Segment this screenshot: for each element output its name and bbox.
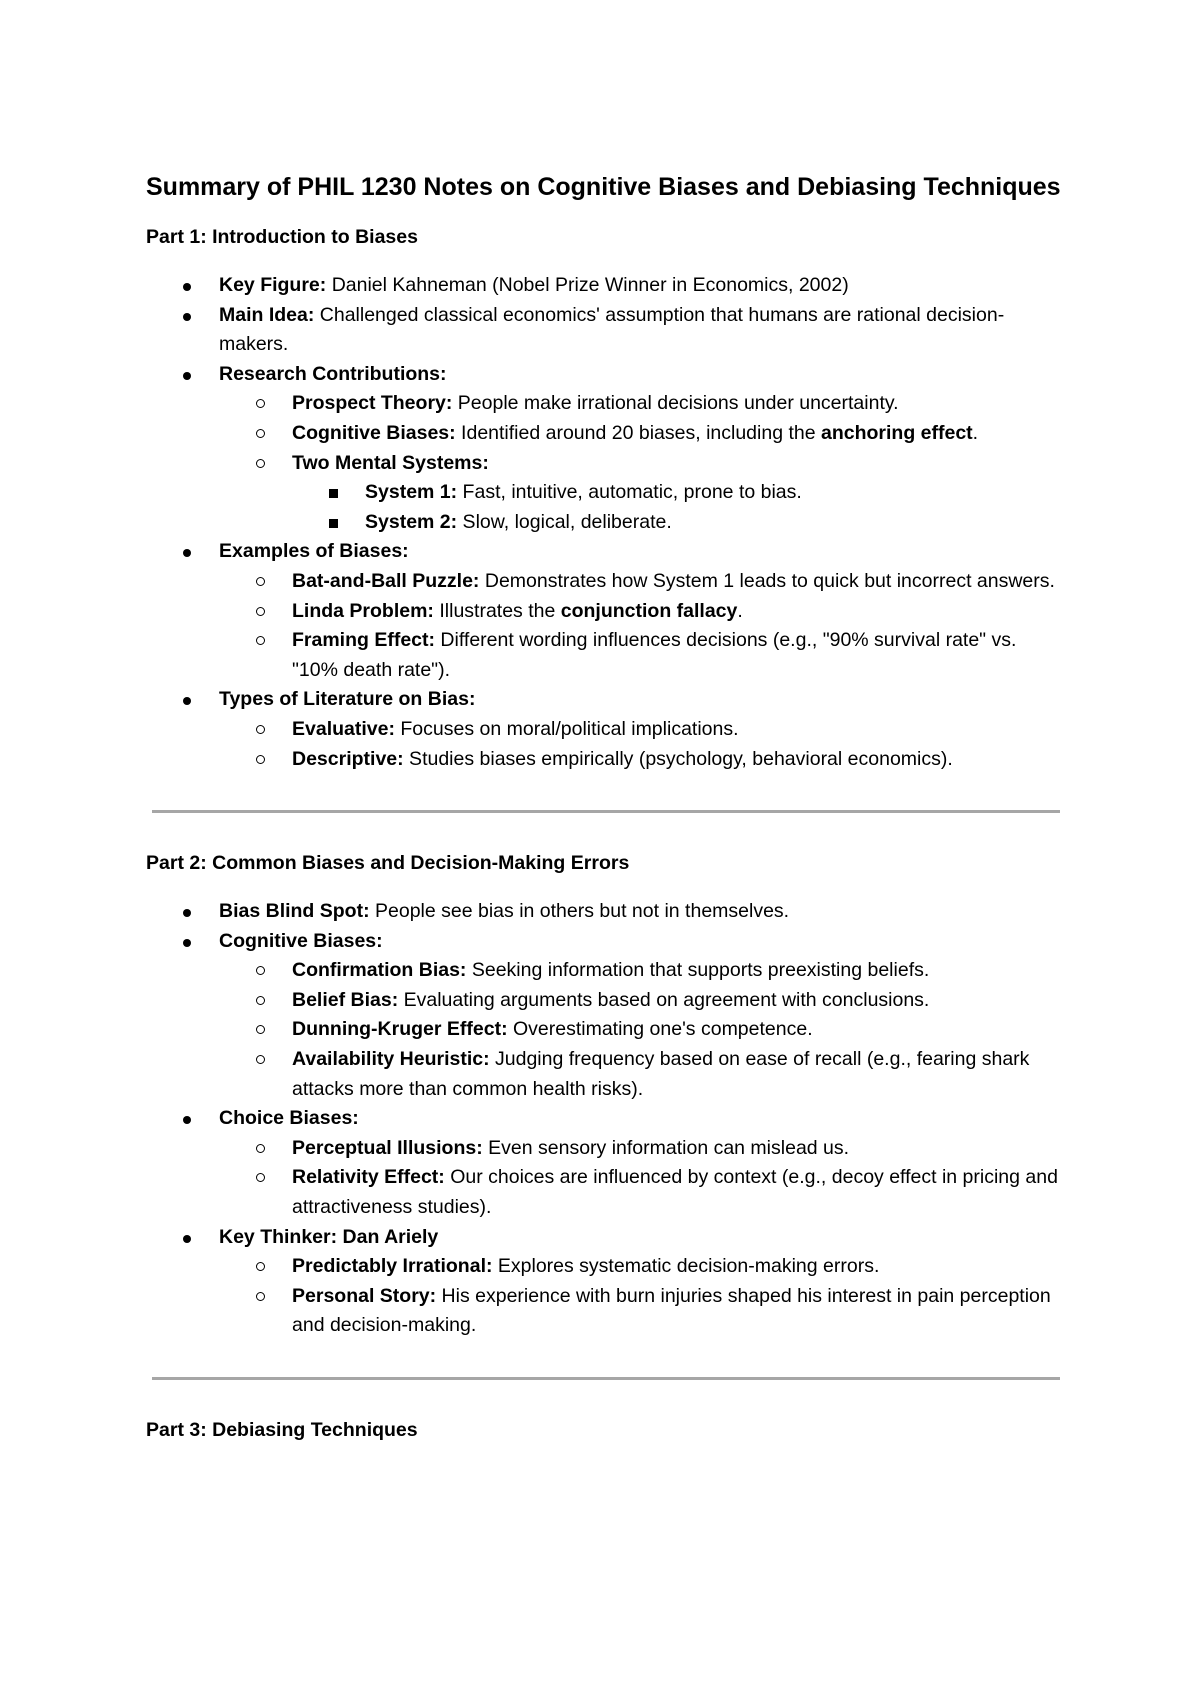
list-item — [219, 956, 1066, 986]
bullet-square-icon — [329, 489, 338, 498]
list-item — [219, 597, 1066, 627]
item-label: Personal Story: — [292, 1284, 437, 1307]
item-label: Prospect Theory: — [292, 392, 453, 415]
item-label: System 2: — [365, 510, 458, 533]
bullet-circle-icon — [256, 1055, 265, 1064]
bullet-disc-icon — [183, 313, 191, 321]
list-item — [219, 449, 1066, 538]
part2-heading: Part 2: Common Biases and Decision-Making Errors — [146, 852, 630, 875]
item-label: Dunning-Kruger Effect: — [292, 1018, 508, 1041]
item-tail: . — [737, 599, 743, 622]
sublist — [219, 956, 1066, 1104]
list-item — [219, 626, 1066, 685]
bullet-circle-icon — [256, 1173, 265, 1182]
item-text: Overestimating one's competence. — [507, 1018, 813, 1041]
list-item — [219, 1252, 1066, 1282]
item-label: Descriptive: — [292, 747, 404, 770]
item-label: Key Figure: — [219, 274, 327, 296]
list-item — [219, 1163, 1066, 1222]
bullet-circle-icon — [256, 607, 265, 616]
item-text: Judging frequency based on ease of recall (e.g., fearing shark attacks more than common health risks). — [292, 1048, 1030, 1100]
item-text: Even sensory information can mislead us. — [482, 1136, 850, 1159]
part2-list — [146, 897, 1066, 1341]
list-item — [146, 1104, 1066, 1222]
item-emphasis: anchoring effect — [820, 421, 973, 444]
list-item — [219, 1045, 1066, 1104]
item-label: Bat-and-Ball Puzzle: — [292, 569, 480, 592]
bullet-circle-icon — [256, 1292, 265, 1301]
item-text: Studies biases empirically (psychology, behavioral economics). — [403, 747, 953, 770]
list-item — [292, 508, 1066, 538]
sublist — [219, 389, 1066, 537]
sublist — [219, 1134, 1066, 1223]
item-label: Bias Blind Spot: — [219, 900, 370, 923]
bullet-circle-icon — [256, 1025, 265, 1034]
bullet-circle-icon — [256, 429, 265, 438]
bullet-circle-icon — [256, 459, 265, 468]
bullet-circle-icon — [256, 577, 265, 586]
bullet-disc-icon — [183, 549, 191, 557]
item-text: Demonstrates how System 1 leads to quick but incorrect answers. — [479, 569, 1055, 592]
item-text: Focuses on moral/political implications. — [394, 717, 739, 740]
item-label: Framing Effect: — [292, 629, 436, 652]
document-title: Summary of PHIL 1230 Notes on Cognitive Biases and Debiasing Techniques — [146, 173, 1061, 201]
item-label: Choice Biases: — [219, 1107, 359, 1130]
document-page — [146, 170, 1066, 1464]
bullet-circle-icon — [256, 636, 265, 645]
list-item — [219, 986, 1066, 1016]
item-label: Relativity Effect: — [292, 1166, 445, 1189]
bullet-circle-icon — [256, 755, 265, 764]
item-text: Explores systematic decision-making errors. — [492, 1255, 880, 1278]
item-text: Identified around 20 biases, including the — [455, 421, 821, 444]
bullet-disc-icon — [183, 372, 191, 380]
list-item — [219, 567, 1066, 597]
bullet-disc-icon — [183, 283, 191, 291]
item-text: Daniel Kahneman (Nobel Prize Winner in Economics, 2002) — [326, 274, 849, 296]
list-item — [146, 1223, 1066, 1341]
item-label: Availability Heuristic: — [292, 1048, 490, 1071]
bullet-disc-icon — [183, 909, 191, 917]
item-label: Cognitive Biases: — [292, 421, 456, 444]
item-text: Our choices are influenced by context (e.g., decoy effect in pricing and attractiveness studies). — [292, 1166, 1058, 1219]
list-item — [146, 271, 1066, 301]
bullet-circle-icon — [256, 399, 265, 408]
bullet-disc-icon — [183, 697, 191, 705]
bullet-circle-icon — [256, 725, 265, 734]
item-label: Cognitive Biases: — [219, 929, 383, 952]
item-text: Slow, logical, deliberate. — [457, 510, 672, 533]
list-item — [146, 301, 1066, 360]
sublist — [219, 1252, 1066, 1341]
part3-heading: Part 3: Debiasing Techniques — [146, 1419, 418, 1441]
item-text: Evaluating arguments based on agreement with conclusions. — [398, 988, 930, 1011]
bullet-circle-icon — [256, 996, 265, 1005]
bullet-disc-icon — [183, 939, 191, 947]
item-text: People make irrational decisions under uncertainty. — [452, 392, 899, 415]
item-text: People see bias in others but not in themselves. — [369, 900, 790, 923]
item-label: Belief Bias: — [292, 988, 399, 1011]
item-text: Challenged classical economics' assumption that humans are rational decision-makers. — [219, 303, 1005, 356]
bullet-circle-icon — [256, 1262, 265, 1271]
sublist — [292, 478, 1066, 537]
list-item — [146, 360, 1066, 538]
item-text: His experience with burn injuries shaped his interest in pain perception and decision-making. — [292, 1284, 1051, 1337]
item-text: Fast, intuitive, automatic, prone to bias. — [457, 481, 802, 504]
part1-heading: Part 1: Introduction to Biases — [146, 226, 418, 248]
list-item — [146, 537, 1066, 685]
item-label: System 1: — [365, 481, 458, 504]
bullet-disc-icon — [183, 1235, 191, 1243]
item-label: Perceptual Illusions: — [292, 1136, 483, 1159]
item-label: Types of Literature on Bias: — [219, 688, 476, 711]
horizontal-divider — [152, 1377, 1060, 1380]
list-item — [219, 1282, 1066, 1341]
list-item — [219, 1134, 1066, 1164]
item-text: Different wording influences decisions (e.g., "90% survival rate" vs. "10% death rate"). — [292, 629, 1017, 681]
item-tail: . — [972, 421, 979, 444]
sublist — [219, 715, 1066, 774]
item-text: Seeking information that supports preexisting beliefs. — [466, 959, 930, 982]
bullet-disc-icon — [183, 1116, 191, 1124]
item-label: Research Contributions: — [219, 362, 447, 385]
item-label: Confirmation Bias: — [292, 959, 467, 982]
list-item — [146, 927, 1066, 1105]
list-item — [219, 419, 1066, 449]
item-label: Examples of Biases: — [219, 540, 409, 563]
bullet-circle-icon — [256, 966, 265, 975]
bullet-circle-icon — [256, 1144, 265, 1153]
item-text: Illustrates the — [433, 599, 561, 622]
bullet-square-icon — [329, 519, 338, 528]
list-item — [292, 478, 1066, 508]
part1-list — [146, 271, 1066, 774]
item-label: Key Thinker: Dan Ariely — [219, 1225, 439, 1248]
item-label: Evaluative: — [292, 717, 395, 740]
item-emphasis: conjunction fallacy — [560, 599, 738, 622]
item-label: Linda Problem: — [292, 599, 434, 622]
list-item — [146, 897, 1066, 927]
list-item — [219, 1015, 1066, 1045]
item-label: Predictably Irrational: — [292, 1255, 493, 1278]
list-item — [219, 715, 1066, 745]
item-label: Main Idea: — [219, 303, 315, 326]
item-label: Two Mental Systems: — [292, 451, 489, 474]
list-item — [219, 745, 1066, 775]
list-item — [146, 685, 1066, 774]
sublist — [219, 567, 1066, 685]
list-item — [219, 389, 1066, 419]
horizontal-divider — [152, 810, 1060, 813]
